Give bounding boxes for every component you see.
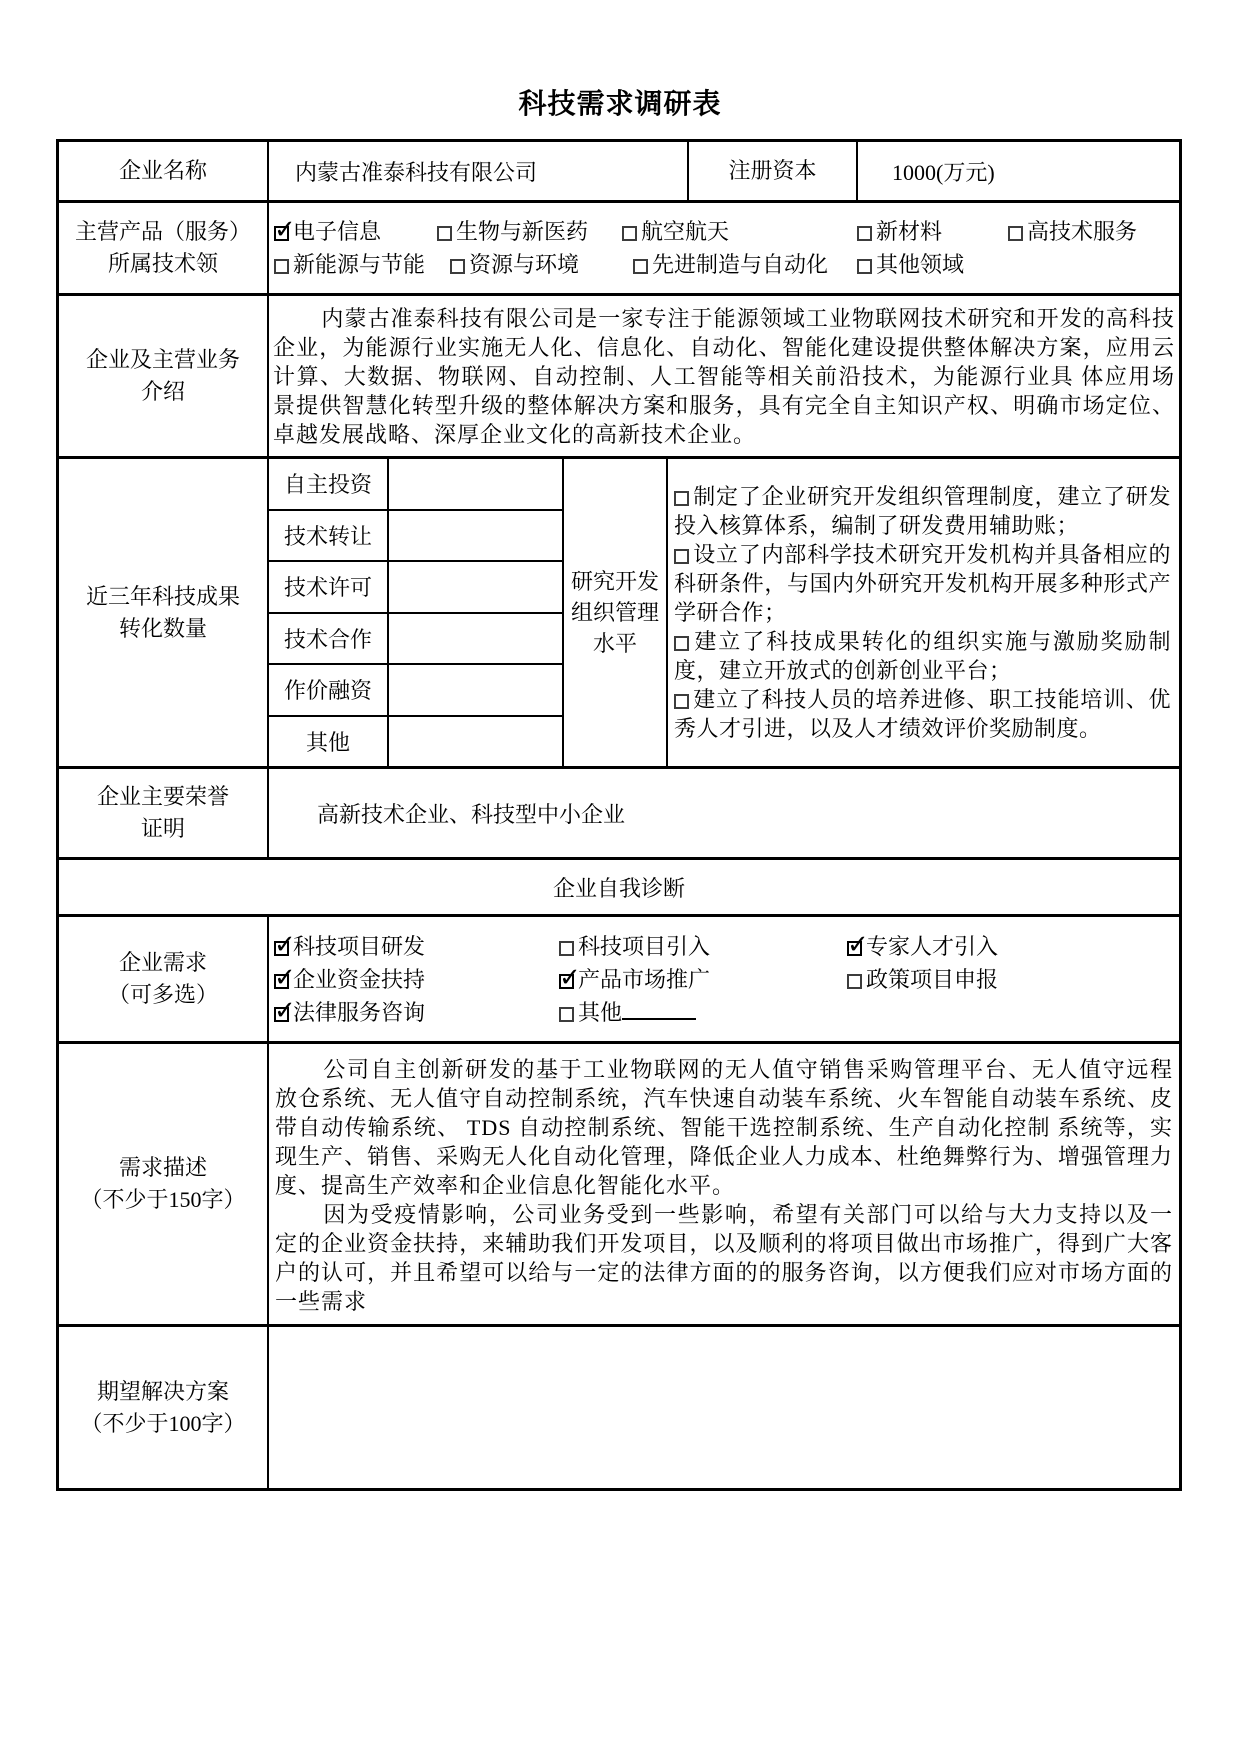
demand-desc-paragraph-2: 因为受疫情影响，公司业务受到一些影响，希望有关部门可以给与大力支持以及一定的企业资金扶持，来辅助我们开发项目，以及顺利的将项目做出市场推广，得到广大客户的认可，并且希望可以给与一定的法律方面的的服务咨询，以方便我们应对市场方面的一些需求 (275, 1202, 1173, 1314)
registered-capital-label: 注册资本 (687, 142, 856, 200)
rd-level-item-1 (674, 482, 1171, 540)
need-checkbox-5[interactable] (559, 974, 574, 989)
need-option-2 (559, 930, 710, 961)
rd-level-label-line1: 研究开发 (570, 569, 659, 594)
tech-field-option-label-8: 先进制造与自动化 (652, 252, 829, 277)
needs-options-line3 (269, 996, 1179, 1029)
need-checkbox-6[interactable] (847, 974, 862, 989)
page-title: 科技需求调研表 (518, 89, 722, 120)
tech-field-option-7 (450, 248, 579, 279)
tech-field-option-label-4: 新材料 (876, 219, 943, 244)
expected-solution-label-line1: 期望解决方案 (96, 1378, 229, 1404)
needs-options (267, 917, 1179, 1041)
need-option-label-6: 政策项目申报 (866, 966, 999, 992)
achievement-label-5: 作价融资 (283, 678, 372, 704)
needs-label-line2: （可多选） (107, 982, 218, 1007)
tech-field-option-9 (857, 248, 964, 279)
company-name-value: 内蒙古准泰科技有限公司 (267, 142, 687, 200)
achievement-row-4 (269, 612, 562, 664)
honors-value: 高新技术企业、科技型中小企业 (267, 769, 1179, 857)
tech-field-option-4 (857, 215, 942, 246)
row-self-diagnosis (59, 857, 1179, 914)
registered-capital-value: 1000(万元) (856, 142, 1179, 200)
need-option-6 (847, 963, 998, 994)
business-intro-label (59, 296, 267, 456)
business-intro-label-line2: 介绍 (140, 379, 185, 404)
rd-level-item-label-2: 设立了内部科学技术研究开发机构并具备相应的科研条件，与国内外研究开发机构开展多种形式产学研合作； (674, 542, 1171, 625)
rd-level-checkbox-1[interactable] (674, 491, 689, 506)
tech-field-options-line2 (269, 248, 1179, 281)
need-option-label-5: 产品市场推广 (578, 966, 711, 992)
achievement-label-3: 技术许可 (283, 575, 372, 601)
honors-label (59, 769, 267, 857)
other-blank-line[interactable] (622, 1005, 696, 1020)
tech-field-label-line2: 所属技术领 (107, 251, 218, 276)
demand-desc-label-line1: 需求描述 (118, 1155, 207, 1180)
achievement-label-4: 技术合作 (283, 626, 372, 652)
tech-field-checkbox-6[interactable] (274, 259, 289, 274)
need-checkbox-1[interactable] (274, 941, 289, 956)
tech-field-option-3 (622, 215, 729, 246)
tech-field-checkbox-8[interactable] (633, 259, 648, 274)
row-honors (59, 766, 1179, 857)
achievement-label-6: 其他 (305, 729, 350, 755)
tech-field-label-line1: 主营产品（服务） (74, 219, 251, 244)
tech-field-checkbox-2[interactable] (437, 226, 452, 241)
need-option-1 (274, 930, 425, 961)
need-option-label-1: 科技项目研发 (293, 933, 426, 959)
rd-level-item-4 (674, 685, 1171, 743)
business-intro-content (267, 296, 1179, 456)
demand-desc-label (59, 1044, 267, 1324)
achievement-value-2[interactable] (387, 511, 562, 561)
demand-desc-paragraph-1: 公司自主创新研发的基于工业物联网的无人值守销售采购管理平台、无人值守远程放仓系统、无人值守自动控制系统，汽车快速自动装车系统、火车智能自动装车系统、皮带自动传输系统、 TDS 自动控制系统、智能干选控制系统、生产自动化控制 系统等，实现生产、销售、采购无人化自动化管理，降低企业人力成本、杜绝舞弊行为、增强管理力度、提高生产效率和企业信息化智能化水平。 (275, 1057, 1173, 1198)
need-option-5 (559, 963, 710, 994)
tech-field-option-label-5: 高技术服务 (1027, 219, 1138, 244)
need-option-label-7: 法律服务咨询 (293, 999, 426, 1025)
expected-solution-content[interactable] (267, 1327, 1179, 1488)
needs-label (59, 917, 267, 1041)
row-needs (59, 914, 1179, 1041)
rd-level-label (562, 459, 666, 766)
rd-level-item-label-1: 制定了企业研究开发组织管理制度，建立了研发投入核算体系，编制了研发费用辅助账； (674, 484, 1171, 538)
achievements-subtable (267, 459, 562, 766)
rd-level-item-label-3: 建立了科技成果转化的组织实施与激励奖励制度，建立开放式的创新创业平台； (674, 629, 1171, 683)
tech-field-checkbox-1[interactable] (274, 226, 289, 241)
company-name-label: 企业名称 (118, 158, 207, 183)
achievement-label-2: 技术转让 (283, 523, 372, 549)
business-intro-label-line1: 企业及主营业务 (85, 347, 240, 372)
row-demand-desc (59, 1041, 1179, 1324)
expected-solution-label-line2: （不少于100字） (80, 1410, 246, 1436)
need-checkbox-3[interactable] (847, 941, 862, 956)
need-checkbox-2[interactable] (559, 941, 574, 956)
needs-options-line1 (269, 930, 1179, 963)
tech-field-checkbox-9[interactable] (857, 259, 872, 274)
rd-level-checkbox-3[interactable] (674, 636, 689, 651)
row-business-intro (59, 293, 1179, 456)
rd-level-item-2 (674, 540, 1171, 627)
demand-desc-label-line2: （不少于150字） (80, 1187, 246, 1212)
achievement-value-1[interactable] (387, 459, 562, 509)
demand-desc-content (267, 1044, 1179, 1324)
needs-label-line1: 企业需求 (118, 950, 207, 975)
need-option-label-3: 专家人才引入 (866, 933, 999, 959)
survey-table (56, 139, 1182, 1491)
row-tech-field (59, 200, 1179, 293)
tech-field-checkbox-3[interactable] (622, 226, 637, 241)
tech-field-option-label-6: 新能源与节能 (293, 252, 426, 277)
tech-field-label (59, 203, 267, 293)
tech-field-option-1 (274, 215, 381, 246)
achievement-value-6[interactable] (387, 717, 562, 767)
achievement-value-5[interactable] (387, 665, 562, 715)
need-option-8 (559, 996, 696, 1027)
need-option-label-8: 其他 (578, 999, 623, 1025)
rd-level-item-3 (674, 627, 1171, 685)
tech-field-options (267, 203, 1179, 293)
row-expected-solution (59, 1324, 1179, 1488)
tech-field-option-2 (437, 215, 588, 246)
need-option-3 (847, 930, 998, 961)
achievement-value-4[interactable] (387, 614, 562, 664)
achievements-label-line2: 转化数量 (118, 615, 207, 641)
rd-level-checkbox-4[interactable] (674, 694, 689, 709)
rd-level-label-line2: 组织管理 (570, 600, 659, 625)
rd-level-options (666, 459, 1179, 766)
tech-field-options-line1 (269, 215, 1179, 248)
achievement-value-3[interactable] (387, 562, 562, 612)
achievement-row-1 (269, 459, 562, 509)
tech-field-option-6 (274, 248, 425, 279)
expected-solution-label (59, 1327, 267, 1488)
tech-field-option-label-1: 电子信息 (293, 219, 382, 244)
need-option-7 (274, 996, 425, 1027)
need-checkbox-4[interactable] (274, 974, 289, 989)
tech-field-checkbox-4[interactable] (857, 226, 872, 241)
achievement-label-1: 自主投资 (283, 472, 372, 498)
need-checkbox-8[interactable] (559, 1007, 574, 1022)
need-option-label-4: 企业资金扶持 (293, 966, 426, 992)
need-option-label-2: 科技项目引入 (578, 933, 711, 959)
achievement-row-5 (269, 663, 562, 715)
rd-level-checkbox-2[interactable] (674, 549, 689, 564)
rd-level-item-label-4: 建立了科技人员的培养进修、职工技能培训、优秀人才引进，以及人才绩效评价奖励制度。 (674, 687, 1171, 741)
achievement-row-2 (269, 509, 562, 561)
tech-field-option-5 (1008, 215, 1137, 246)
row-achievements (59, 456, 1179, 766)
achievement-row-3 (269, 560, 562, 612)
honors-label-line2: 证明 (140, 816, 185, 841)
rd-level-label-line3: 水平 (592, 631, 637, 656)
tech-field-checkbox-5[interactable] (1008, 226, 1023, 241)
needs-options-line2 (269, 963, 1179, 996)
tech-field-checkbox-7[interactable] (450, 259, 465, 274)
honors-label-line1: 企业主要荣誉 (96, 784, 229, 809)
row-basic-info (59, 142, 1179, 200)
tech-field-option-label-2: 生物与新医药 (456, 219, 589, 244)
self-diagnosis-header: 企业自我诊断 (552, 875, 685, 901)
tech-field-option-label-7: 资源与环境 (469, 252, 580, 277)
business-intro-text: 内蒙古准泰科技有限公司是一家专注于能源领域工业物联网技术研究和开发的高科技企业，为能源行业实施无人化、信息化、自动化、智能化建设提供整体解决方案，应用云计算、大数据、物联网、自动控制、人工智能等相关前沿技术，为能源行业具 体应用场景提供智慧化转型升级的整体解决方案和服务，具有完全自主知识产权、明确市场定位、卓越发展战略、深厚企业文化的高新技术企业。 (273, 306, 1175, 447)
need-checkbox-7[interactable] (274, 1007, 289, 1022)
achievements-label (59, 459, 267, 766)
tech-field-option-8 (633, 248, 828, 279)
tech-field-option-label-9: 其他领域 (876, 252, 965, 277)
tech-field-option-label-3: 航空航天 (641, 219, 730, 244)
achievement-row-6 (269, 715, 562, 767)
need-option-4 (274, 963, 425, 994)
achievements-label-line1: 近三年科技成果 (85, 583, 240, 609)
